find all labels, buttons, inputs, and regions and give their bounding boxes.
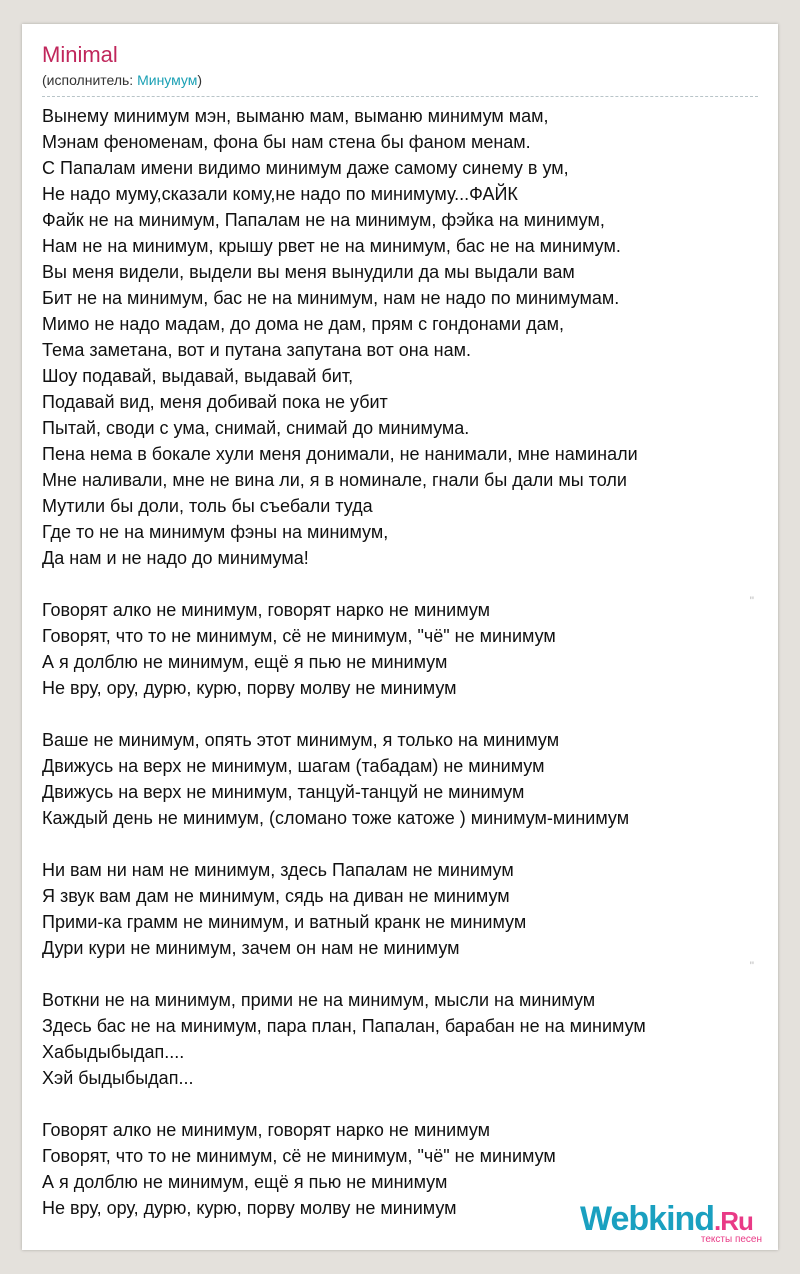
lyric-line: Каждый день не минимум, (сломано тоже катоже ) минимум-минимум bbox=[42, 808, 630, 828]
lyric-line: Вынему минимум мэн, выманю мам, выманю минимум мам, bbox=[42, 106, 549, 126]
lyric-line: Движусь на верх не минимум, танцуй-танцуй не минимум bbox=[42, 782, 525, 802]
lyric-line: Говорят, что то не минимум, сё не минимум, "чё" не минимум bbox=[42, 1146, 556, 1166]
lyric-line: Дури кури не минимум, зачем он нам не минимум bbox=[42, 938, 460, 958]
lyric-line: Мутили бы доли, толь бы съебали туда bbox=[42, 496, 373, 516]
lyric-line: Нам не на минимум, крышу рвет не на минимум, бас не на минимум. bbox=[42, 236, 621, 256]
logo-wordmark bbox=[580, 1202, 770, 1238]
stanza-gap bbox=[42, 701, 758, 727]
lyric-line: Ваше не минимум, опять этот минимум, я только на минимум bbox=[42, 730, 560, 750]
lyric-line: Я звук вам дам не минимум, сядь на диван не минимум bbox=[42, 886, 510, 906]
lyric-line: Не вру, ору, дурю, курю, порву молву не минимум bbox=[42, 1198, 457, 1218]
lyric-line: Файк не на минимум, Папалам не на минимум, фэйка на минимум, bbox=[42, 210, 605, 230]
lyric-line: Да нам и не надо до минимума! bbox=[42, 548, 309, 568]
stanza-gap bbox=[42, 1091, 758, 1117]
lyric-line: Воткни не на минимум, прими не на минимум, мысли на минимум bbox=[42, 990, 596, 1010]
lyric-line: Тема заметана, вот и путана запутана вот она нам. bbox=[42, 340, 471, 360]
logo-tagline: тексты песен bbox=[700, 1234, 762, 1245]
stanza-gap bbox=[42, 571, 758, 597]
lyric-line: А я долблю не минимум, ещё я пью не минимум bbox=[42, 1172, 448, 1192]
lyrics-card bbox=[22, 24, 778, 1250]
lyric-line: Мимо не надо мадам, до дома не дам, прям с гондонами дам, bbox=[42, 314, 564, 334]
artist-link[interactable]: Минумум bbox=[137, 72, 198, 88]
lyric-line: Здесь бас не на минимум, пара план, Папалан, барабан не на минимум bbox=[42, 1016, 646, 1036]
lyric-line: Подавай вид, меня добивай пока не убит bbox=[42, 392, 388, 412]
lyric-line: Говорят, что то не минимум, сё не минимум, "чё" не минимум bbox=[42, 626, 556, 646]
lyric-line: С Папалам имени видимо минимум даже самому синему в ум, bbox=[42, 158, 569, 178]
lyric-line: Хэй быдыбыдап... bbox=[42, 1068, 194, 1088]
lyric-line: Мэнам феноменам, фона бы нам стена бы фаном менам. bbox=[42, 132, 531, 152]
corner-mark: " bbox=[749, 594, 754, 608]
lyric-line: А я долблю не минимум, ещё я пью не минимум bbox=[42, 652, 448, 672]
lyric-line: Бит не на минимум, бас не на минимум, нам не надо по минимумам. bbox=[42, 288, 620, 308]
webkind-logo[interactable] bbox=[580, 1202, 770, 1244]
lyric-line: Хабыдыбыдап.... bbox=[42, 1042, 185, 1062]
lyric-line: Вы меня видели, выдели вы меня вынудили да мы выдали вам bbox=[42, 262, 575, 282]
lyric-line: Не вру, ору, дурю, курю, порву молву не минимум bbox=[42, 678, 457, 698]
lyric-line: Прими-ка грамм не минимум, и ватный кранк не минимум bbox=[42, 912, 527, 932]
logo-ru: .Ru bbox=[714, 1206, 753, 1236]
lyric-line: Где то не на минимум фэны на минимум, bbox=[42, 522, 389, 542]
lyric-line: Пытай, своди с ума, снимай, снимай до минимума. bbox=[42, 418, 470, 438]
stanza-gap bbox=[42, 961, 758, 987]
song-title: Minimal bbox=[42, 42, 118, 67]
lyric-line: Ни вам ни нам не минимум, здесь Папалам не минимум bbox=[42, 860, 514, 880]
lyric-line: Говорят алко не минимум, говорят нарко не минимум bbox=[42, 1120, 490, 1140]
lyrics-body bbox=[42, 103, 758, 1221]
artist-line bbox=[42, 70, 758, 90]
divider bbox=[42, 96, 758, 97]
lyric-line: Шоу подавай, выдавай, выдавай бит, bbox=[42, 366, 354, 386]
lyric-line: Говорят алко не минимум, говорят нарко не минимум bbox=[42, 600, 490, 620]
lyric-line: Пена нема в бокале хули меня донимали, не нанимали, мне наминали bbox=[42, 444, 638, 464]
corner-mark: " bbox=[749, 959, 754, 973]
artist-suffix: ) bbox=[197, 72, 203, 88]
lyric-line: Не надо муму,сказали кому,не надо по минимуму...ФАЙК bbox=[42, 184, 518, 204]
logo-web: Webkind bbox=[580, 1200, 715, 1238]
lyric-line: Движусь на верх не минимум, шагам (табадам) не минимум bbox=[42, 756, 545, 776]
stanza-gap bbox=[42, 831, 758, 857]
artist-prefix: (исполнитель: bbox=[42, 72, 138, 88]
lyric-line: Мне наливали, мне не вина ли, я в номинале, гнали бы дали мы толи bbox=[42, 470, 627, 490]
